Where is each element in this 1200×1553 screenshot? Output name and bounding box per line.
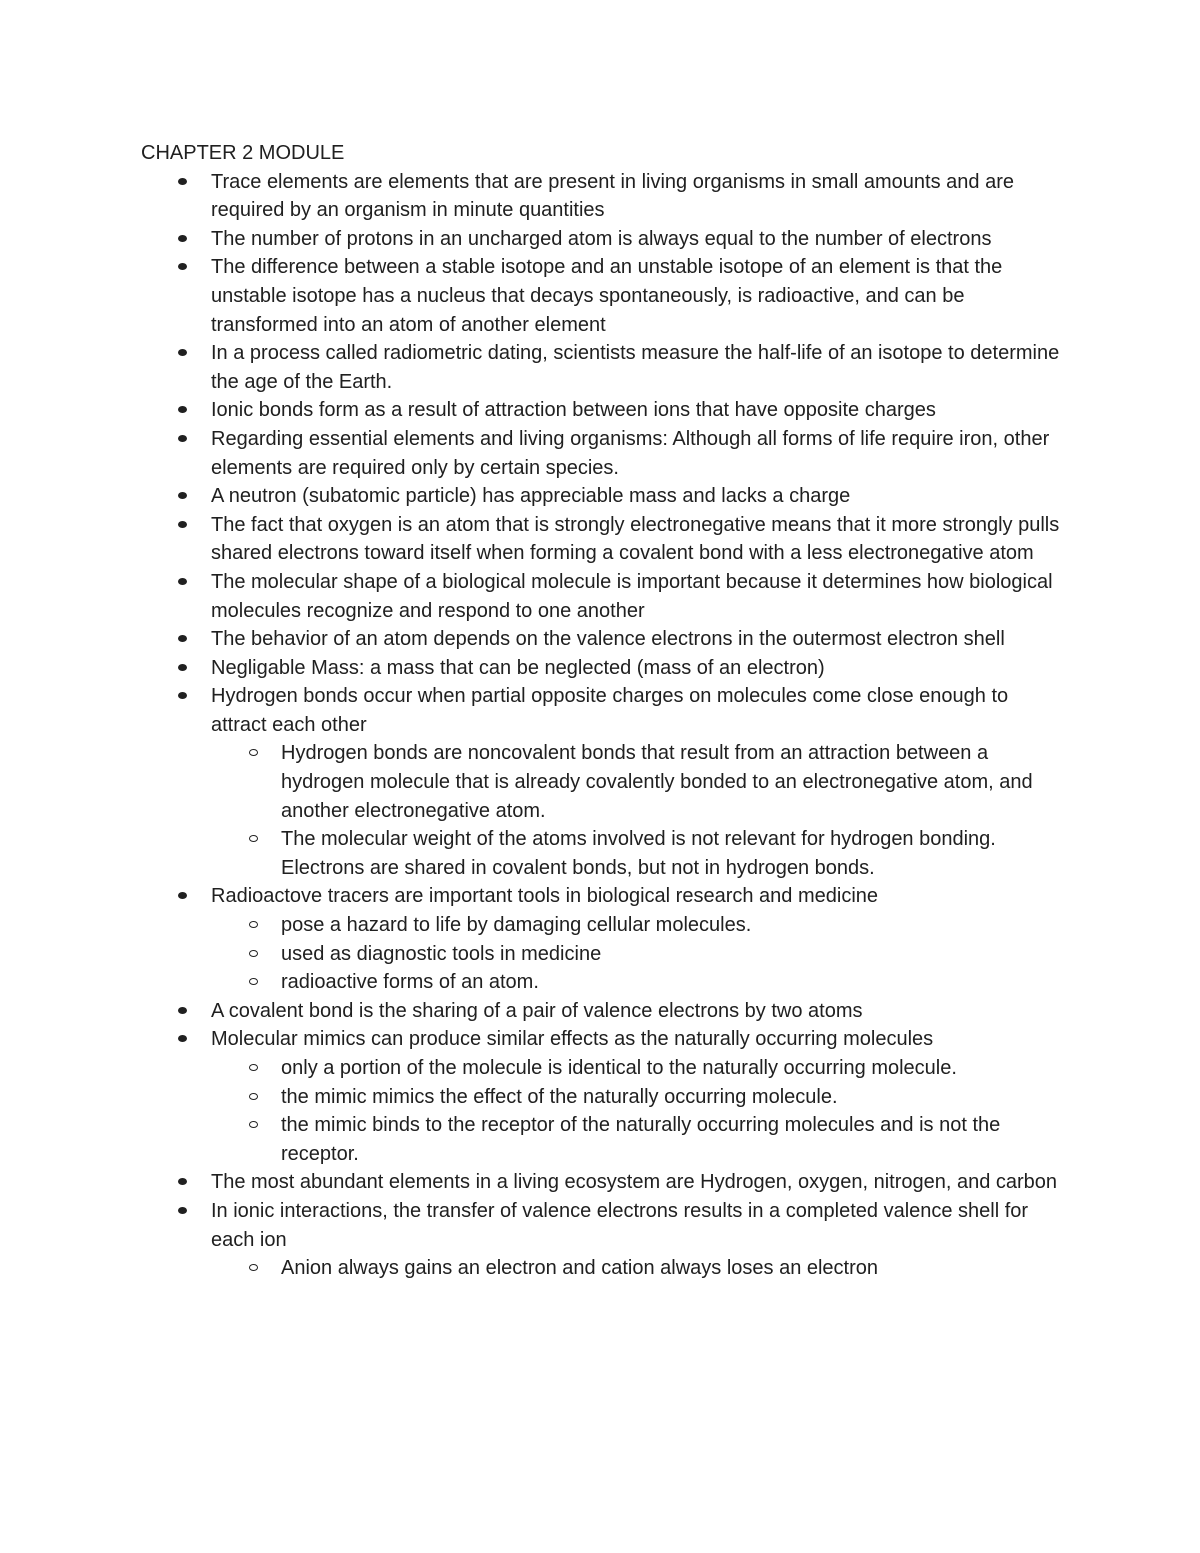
sub-list-item-text: the mimic mimics the effect of the naturally occurring molecule. — [281, 1085, 838, 1108]
list-item-text: Radioactove tracers are important tools in biological research and medicine — [211, 885, 879, 908]
list-item — [141, 482, 1066, 511]
bullet-dot-icon — [178, 892, 187, 899]
list-item-text: The number of protons in an uncharged atom is always equal to the number of electrons — [211, 227, 992, 250]
list-item-text: In ionic interactions, the transfer of valence electrons results in a completed valence shell for each ion — [211, 1199, 1029, 1251]
bullet-dot-icon — [178, 635, 187, 642]
sub-list — [211, 1254, 1066, 1283]
list-item — [141, 654, 1066, 683]
sub-list-item-text: only a portion of the molecule is identical to the naturally occurring molecule. — [281, 1057, 957, 1079]
bullet-dot-icon — [178, 178, 187, 185]
list-item — [141, 1168, 1066, 1197]
sub-list-item — [211, 940, 1066, 969]
list-item-text: Molecular mimics can produce similar effects as the naturally occurring molecules — [211, 1028, 934, 1051]
list-item — [141, 1197, 1066, 1283]
list-item — [141, 339, 1066, 396]
bullet-ring-icon — [249, 950, 258, 957]
bullet-dot-icon — [178, 1207, 187, 1214]
bullet-dot-icon — [178, 578, 187, 585]
list-item-text: The difference between a stable isotope and an unstable isotope of an element is that the unstable isotope has a nucleus that decays spontaneously, is radioactive, and can be transformed into an atom of another element — [211, 256, 1003, 336]
list-item — [141, 168, 1066, 225]
list-item-text: Negligable Mass: a mass that can be neglected (mass of an electron) — [211, 656, 825, 679]
list-item-text: The molecular shape of a biological molecule is important because it determines how biological molecules recognize and respond to one another — [211, 570, 1053, 622]
list-item — [141, 396, 1066, 425]
sub-list-item — [211, 1111, 1066, 1168]
sub-list-item — [211, 1054, 1066, 1083]
sub-list-item-text: Hydrogen bonds are noncovalent bonds that result from an attraction between a hydrogen molecule that is already covalently bonded to an electronegative atom, and another electronegative atom. — [281, 742, 1033, 822]
list-item-text: The most abundant elements in a living ecosystem are Hydrogen, oxygen, nitrogen, and carbon — [211, 1171, 1058, 1194]
bullet-ring-icon — [249, 749, 258, 756]
list-item-text: The behavior of an atom depends on the valence electrons in the outermost electron shell — [211, 628, 1005, 651]
bullet-dot-icon — [178, 492, 187, 499]
list-item — [141, 1025, 1066, 1168]
sub-list-item — [211, 825, 1066, 882]
bullet-dot-icon — [178, 521, 187, 528]
list-item — [141, 997, 1066, 1026]
bullet-ring-icon — [249, 978, 258, 985]
bullet-ring-icon — [249, 1121, 258, 1128]
sub-list — [211, 1054, 1066, 1168]
sub-list-item-text: pose a hazard to life by damaging cellular molecules. — [281, 914, 752, 937]
sub-list-item-text: the mimic binds to the receptor of the naturally occurring molecules and is not the receptor. — [281, 1114, 1001, 1165]
bullet-ring-icon — [249, 921, 258, 928]
bullet-dot-icon — [178, 406, 187, 413]
sub-list-item — [211, 1083, 1066, 1112]
bullet-ring-icon — [249, 1093, 258, 1100]
sub-list-item-text: The molecular weight of the atoms involved is not relevant for hydrogen bonding. Electrons are shared in covalent bonds, but not in hydrogen bonds. — [281, 828, 996, 879]
bullet-list — [141, 168, 1066, 1283]
list-item — [141, 682, 1066, 882]
bullet-dot-icon — [178, 435, 187, 442]
sub-list-item — [211, 968, 1066, 997]
bullet-dot-icon — [178, 349, 187, 356]
list-item-text: Regarding essential elements and living organisms: Although all forms of life require iron, other elements are required only by certain species. — [211, 427, 1050, 479]
bullet-ring-icon — [249, 835, 258, 842]
list-item — [141, 511, 1066, 568]
sub-list — [211, 739, 1066, 882]
bullet-dot-icon — [178, 235, 187, 242]
bullet-dot-icon — [178, 1007, 187, 1014]
list-item — [141, 882, 1066, 996]
list-item-text: In a process called radiometric dating, scientists measure the half-life of an isotope to determine the age of the Earth. — [211, 342, 1060, 393]
list-item-text: Trace elements are elements that are present in living organisms in small amounts and are required by an organism in minute quantities — [211, 170, 1014, 222]
sub-list — [211, 911, 1066, 997]
list-item-text: Ionic bonds form as a result of attraction between ions that have opposite charges — [211, 399, 936, 422]
bullet-dot-icon — [178, 1178, 187, 1185]
bullet-ring-icon — [249, 1064, 258, 1071]
list-item-text: The fact that oxygen is an atom that is strongly electronegative means that it more strongly pulls shared electrons toward itself when forming a covalent bond with a less electronegative atom — [211, 513, 1060, 565]
bullet-dot-icon — [178, 263, 187, 270]
list-item — [141, 425, 1066, 482]
sub-list-item — [211, 911, 1066, 940]
list-item — [141, 253, 1066, 339]
list-item-text: A covalent bond is the sharing of a pair of valence electrons by two atoms — [211, 999, 863, 1022]
bullet-dot-icon — [178, 664, 187, 671]
document-content — [141, 139, 1066, 1283]
sub-list-item-text: radioactive forms of an atom. — [281, 971, 539, 994]
bullet-ring-icon — [249, 1264, 258, 1271]
bullet-dot-icon — [178, 1035, 187, 1042]
bullet-dot-icon — [178, 692, 187, 699]
sub-list-item — [211, 739, 1066, 825]
list-item — [141, 225, 1066, 254]
list-item — [141, 625, 1066, 654]
list-item-text: A neutron (subatomic particle) has appreciable mass and lacks a charge — [211, 485, 851, 508]
sub-list-item — [211, 1254, 1066, 1283]
list-item — [141, 568, 1066, 625]
list-item-text: Hydrogen bonds occur when partial opposite charges on molecules come close enough to attract each other — [211, 685, 1009, 736]
sub-list-item-text: Anion always gains an electron and cation always loses an electron — [281, 1257, 879, 1280]
sub-list-item-text: used as diagnostic tools in medicine — [281, 942, 602, 965]
document-title: CHAPTER 2 MODULE — [141, 142, 345, 164]
